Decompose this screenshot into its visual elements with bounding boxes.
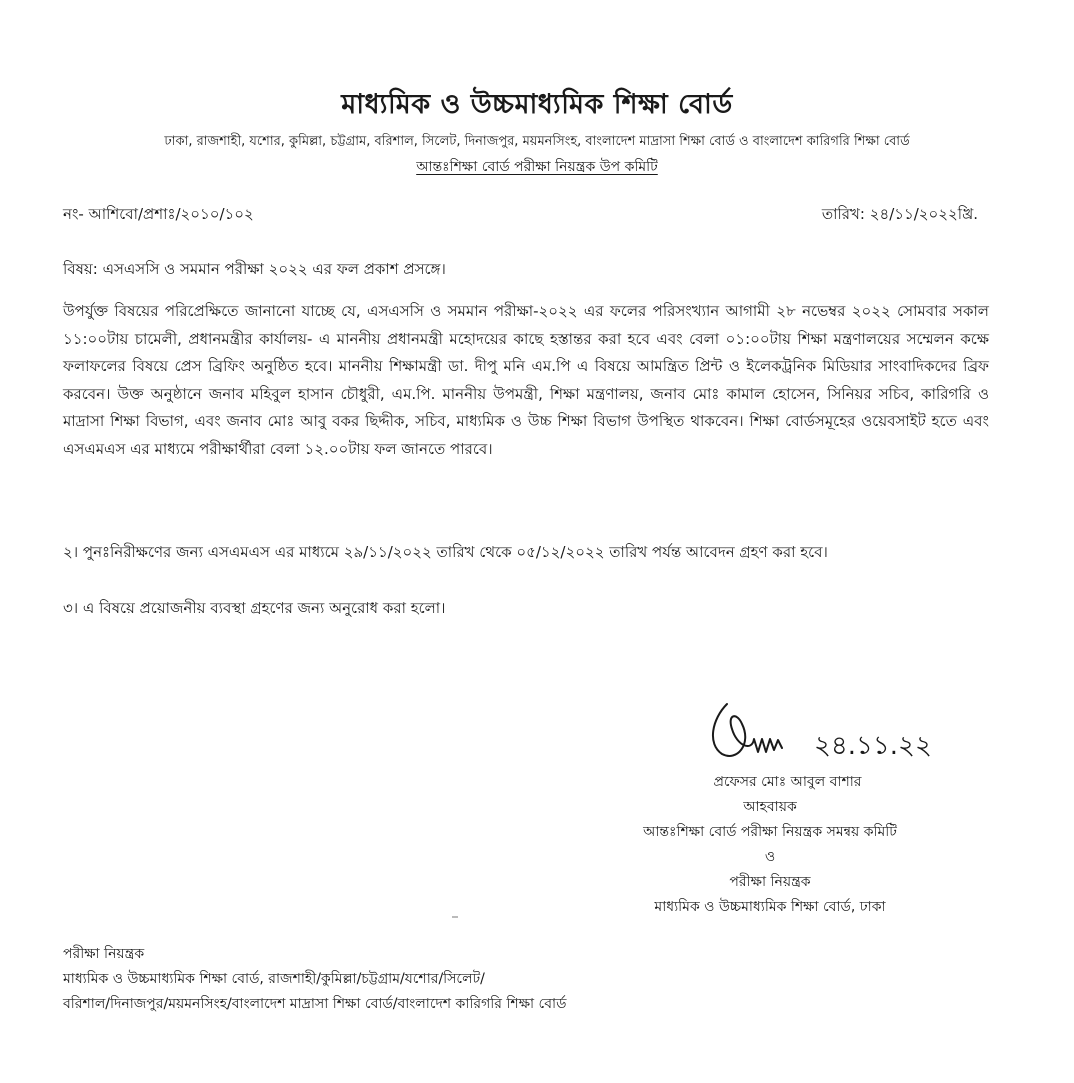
signatory-position: পরীক্ষা নিয়ন্ত্রক [729, 874, 811, 890]
subject-line: বিষয়: এসএসসি ও সমমান পরীক্ষা ২০২২ এর ফল প্রকাশ প্রসঙ্গে। [63, 260, 446, 278]
board-list: ঢাকা, রাজশাহী, যশোর, কুমিল্লা, চট্টগ্রাম, বরিশাল, সিলেট, দিনাজপুর, ময়মনসিংহ, বাংলাদেশ মাদ্রাসা শিক্ষা বোর্ড ও বাংলাদেশ কারিগরি শিক্ষা বোর্ড [164, 134, 910, 149]
signatory-name: প্রফেসর মোঃ আবুল বাশার [713, 774, 862, 790]
signatory-role: আহবায়ক [743, 799, 797, 815]
memo-date: তারিখ: ২৪/১১/২০২২খ্রি. [821, 205, 978, 223]
recipient-title: পরীক্ষা নিয়ন্ত্রক [63, 946, 145, 962]
signatory-block [560, 770, 980, 920]
signature-date: ২৪.১১.২২ [814, 731, 932, 761]
committee-heading [0, 155, 1074, 179]
point-3: ৩। এ বিষয়ে প্রয়োজনীয় ব্যবস্থা গ্রহণের জন্য অনুরোধ করা হলো। [63, 599, 446, 617]
recipient-line-1: মাধ্যমিক ও উচ্চমাধ্যমিক শিক্ষা বোর্ড, রাজশাহী/কুমিল্লা/চট্টগ্রাম/যশোর/সিলেট/ [63, 971, 485, 987]
point-2: ২। পুনঃনিরীক্ষণের জন্য এসএমএস এর মাধ্যমে ২৯/১১/২০২২ তারিখ থেকে ০৫/১২/২০২২ তারিখ পর্যন্ত আবেদন গ্রহণ করা হবে। [63, 543, 828, 561]
committee-heading-text: আন্তঃশিক্ষা বোর্ড পরীক্ষা নিয়ন্ত্রক উপ কমিটি [416, 159, 658, 175]
signatory-conjunction: ও [764, 849, 776, 865]
signatory-committee: আন্তঃশিক্ষা বোর্ড পরীক্ষা নিয়ন্ত্রক সমন্বয় কমিটি [643, 824, 897, 840]
board-title: মাধ্যমিক ও উচ্চমাধ্যমিক শিক্ষা বোর্ড [341, 89, 733, 120]
handwritten-signature [692, 684, 962, 774]
recipient-line-2: বরিশাল/দিনাজপুর/ময়মনসিংহ/বাংলাদেশ মাদ্রাসা শিক্ষা বোর্ড/বাংলাদেশ কারিগরি শিক্ষা বোর্ড [63, 996, 567, 1012]
body-paragraph: উপর্যুক্ত বিষয়ের পরিপ্রেক্ষিতে জানানো যাচ্ছে যে, এসএসসি ও সমমান পরীক্ষা-২০২২ এর ফলের পরিসংখ্যান আগামী ২৮ নভেম্বর ২০২২ সোমবার সকাল ১১:০০টায় চামেলী, প্রধানমন্ত্রীর কার্যালয়- এ মাননীয় প্রধানমন্ত্রী মহোদয়ের কাছে হস্তান্তর করা হবে এবং বেলা ০১:০০টায় শিক্ষা মন্ত্রণালয়ের সম্মেলন কক্ষে ফলাফলের বিষয়ে প্রেস ব্রিফিং অনুষ্ঠিত হবে। মাননীয় শিক্ষামন্ত্রী ডা. দীপু মনি এম.পি এ বিষয়ে আমন্ত্রিত প্রিন্ট ও ইলেকট্রনিক মিডিয়ার সাংবাদিকদের ব্রিফ করবেন। উক্ত অনুষ্ঠানে জনাব মহিবুল হাসান চৌধুরী, এম.পি. মাননীয় উপমন্ত্রী, শিক্ষা মন্ত্রণালয়, জনাব মোঃ কামাল হোসেন, সিনিয়র সচিব, কারিগরি ও মাদ্রাসা শিক্ষা বিভাগ, এবং জনাব মোঃ আবু বকর ছিদ্দীক, সচিব, মাধ্যমিক ও উচ্চ শিক্ষা বিভাগ উপস্থিত থাকবেন। শিক্ষা বোর্ডসমূহের ওয়েবসাইট হতে এবং এসএমএস এর মাধ্যমে পরীক্ষার্থীরা বেলা ১২.০০টায় ফল জানতে পারবে। [63, 302, 989, 458]
recipient-block [63, 942, 566, 1017]
signature-stroke [713, 704, 782, 756]
memo-number: নং- আশিবো/প্রশাঃ/২০১০/১০২ [63, 205, 254, 223]
scan-speck [452, 916, 458, 918]
signatory-board: মাধ্যমিক ও উচ্চমাধ্যমিক শিক্ষা বোর্ড, ঢাকা [654, 899, 886, 915]
